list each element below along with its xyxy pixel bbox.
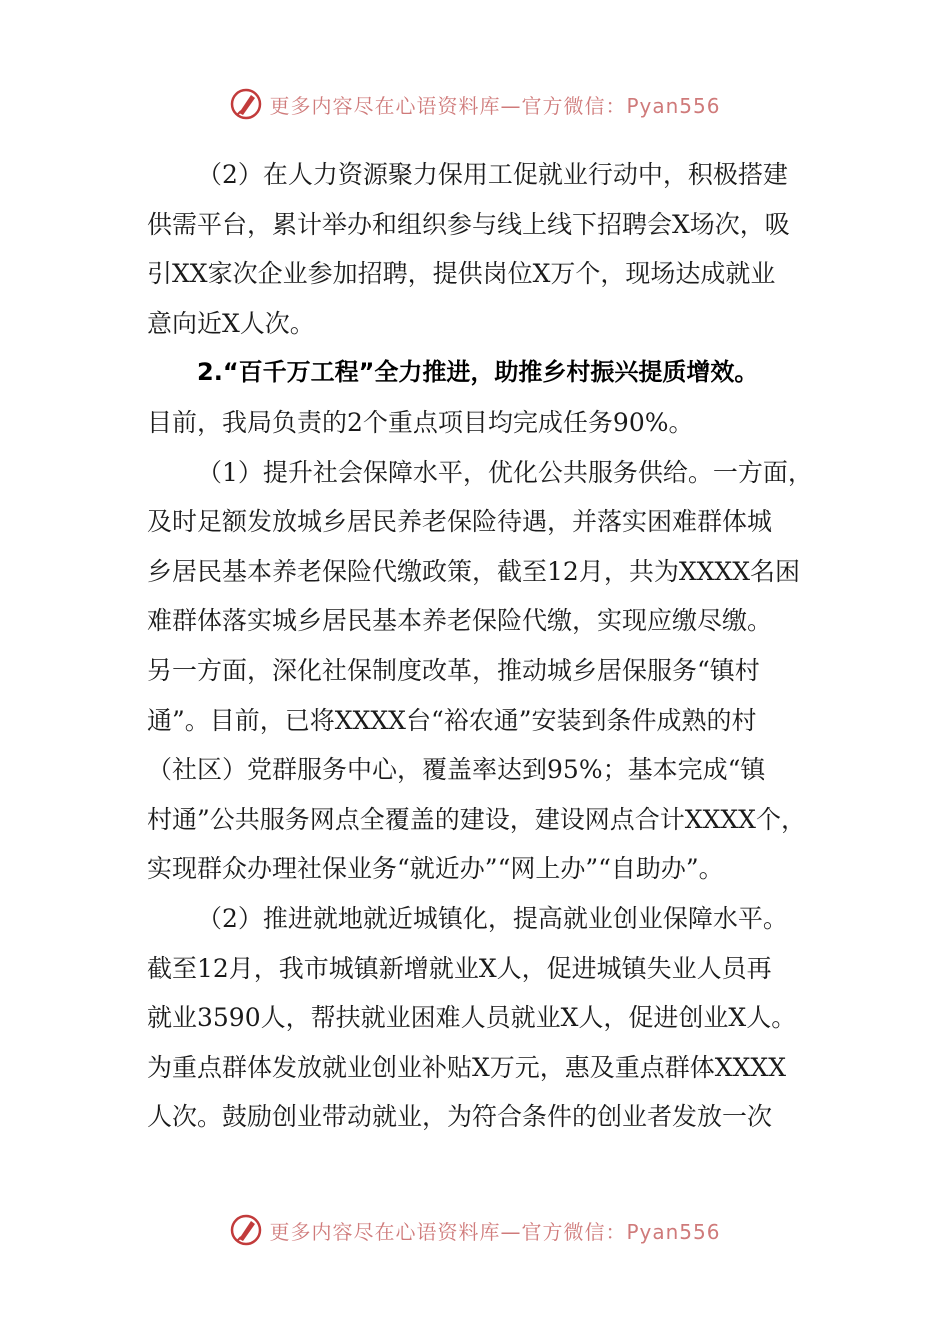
paragraph-line: （2）在人力资源聚力保用工促就业行动中，积极搭建 xyxy=(197,160,788,189)
paragraph-line: 就业3590人，帮扶就业困难人员就业X人，促进创业X人。 xyxy=(147,1003,797,1033)
watermark-header xyxy=(0,84,950,124)
paragraph-line: （社区）党群服务中心，覆盖率达到95%；基本完成“镇 xyxy=(147,755,766,785)
paragraph-line: 供需平台，累计举办和组织参与线上线下招聘会X场次，吸 xyxy=(147,209,790,239)
paragraph-line: 及时足额发放城乡居民养老保险待遇，并落实困难群体城 xyxy=(147,507,773,537)
paragraph-line: 截至12月，我市城镇新增就业X人，促进城镇失业人员再 xyxy=(147,953,772,983)
paragraph-line: （1）提升社会保障水平，优化公共服务供给。一方面， xyxy=(197,457,813,487)
paragraph-line: 乡居民基本养老保险代缴政策，截至12月，共为XXXX名困 xyxy=(147,556,801,586)
paragraph-line: 为重点群体发放就业创业补贴X万元，惠及重点群体XXXX xyxy=(147,1052,786,1082)
paragraph-line: 另一方面，深化社保制度改革，推动城乡居保服务“镇村 xyxy=(147,655,760,685)
paragraph-line: 目前，我局负责的2个重点项目均完成任务90%。 xyxy=(147,407,694,437)
paragraph-line: 通”。目前，已将XXXX台“裕农通”安装到条件成熟的村 xyxy=(147,705,757,735)
watermark-text: 更多内容尽在心语资料库—官方微信：Pyan556 xyxy=(269,93,721,118)
watermark-text: 更多内容尽在心语资料库—官方微信：Pyan556 xyxy=(269,1219,721,1244)
watermark-footer xyxy=(0,1210,950,1250)
paragraph-line: 引XX家次企业参加招聘，提供岗位X万个，现场达成就业 xyxy=(147,259,776,289)
document-body xyxy=(147,150,817,1142)
pen-nib-seal-icon xyxy=(229,87,263,121)
paragraph-line: 实现群众办理社保业务“就近办”“网上办”“自助办”。 xyxy=(147,854,724,884)
section-heading: 2.“百千万工程”全力推进，助推乡村振兴提质增效。 xyxy=(197,358,759,387)
paragraph-line: 难群体落实城乡居民基本养老保险代缴，实现应缴尽缴。 xyxy=(147,606,773,636)
pen-nib-seal-icon xyxy=(229,1213,263,1247)
paragraph-line: 意向近X人次。 xyxy=(147,308,315,338)
paragraph-line: 村通”公共服务网点全覆盖的建设，建设网点合计XXXX个， xyxy=(147,804,806,834)
paragraph-line: （2）推进就地就近城镇化，提高就业创业保障水平。 xyxy=(197,903,788,933)
paragraph-line: 人次。鼓励创业带动就业，为符合条件的创业者发放一次 xyxy=(147,1102,773,1132)
